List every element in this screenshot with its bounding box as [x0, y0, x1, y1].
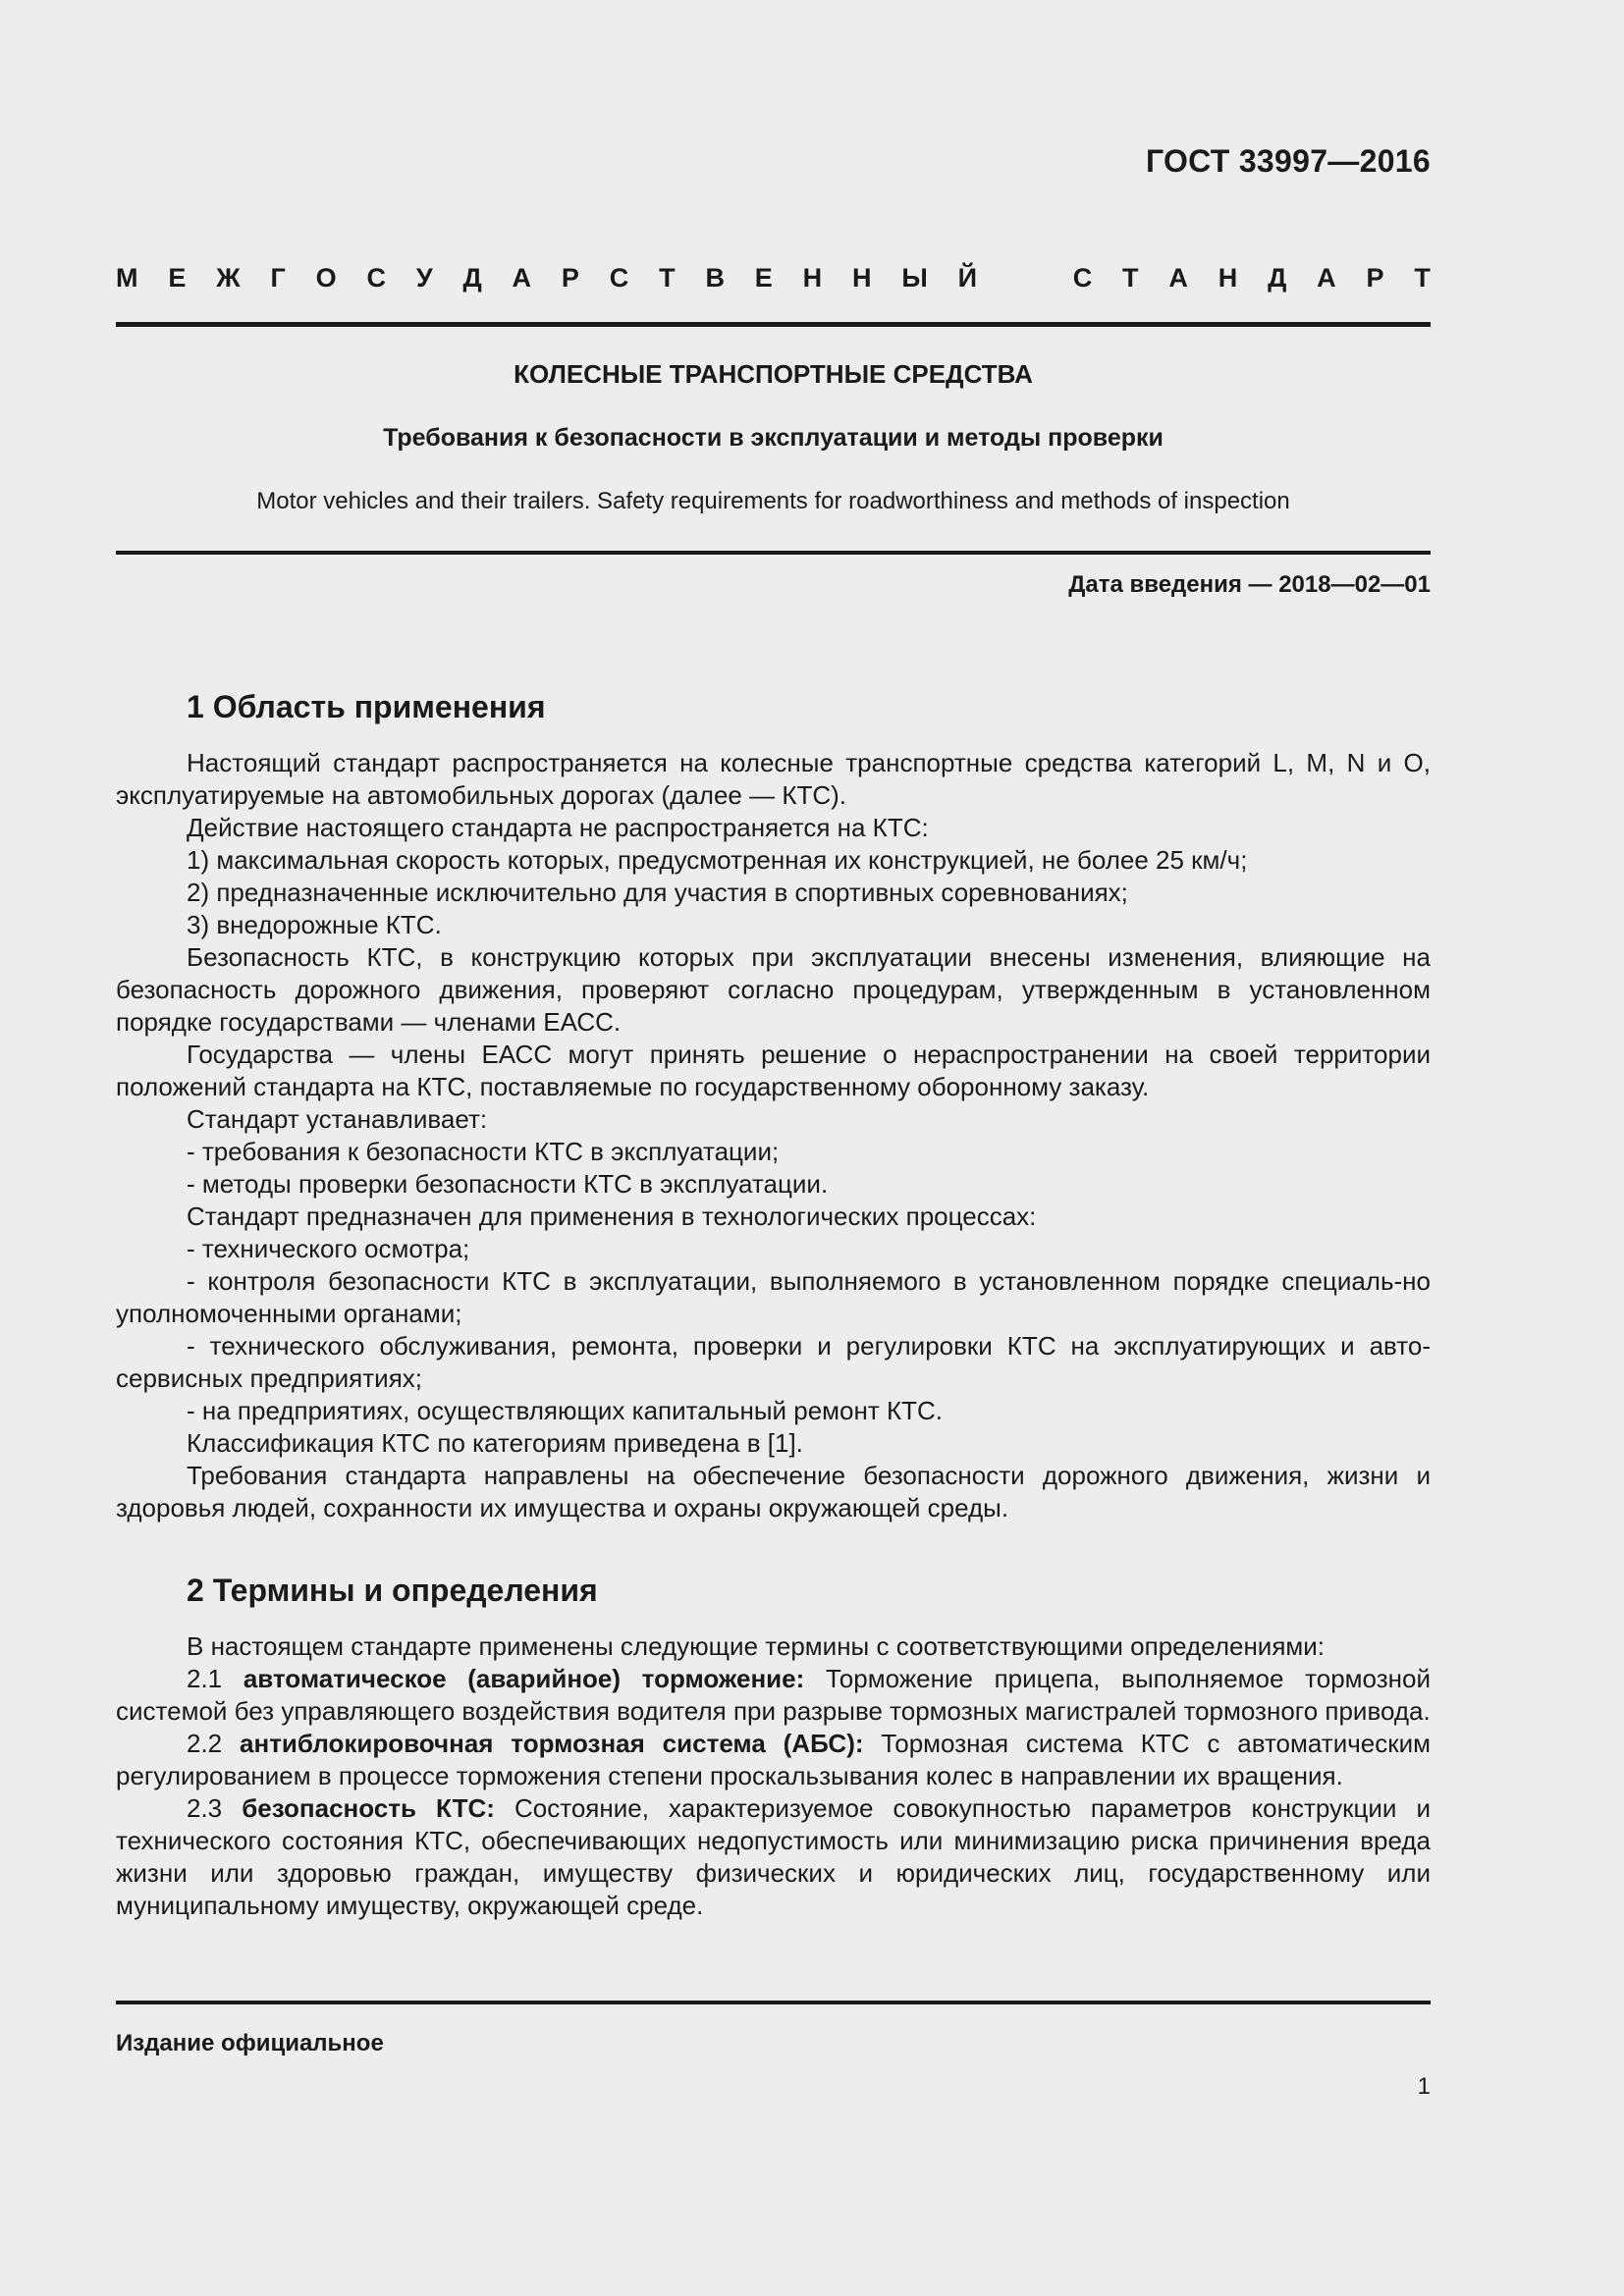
- section-1-paragraph: Безопасность КТС, в конструкцию которых при эксплуатации внесены изменения, влияющие на безопасность дорожного движения, проверяют согласно процедурам, утвержденным в установленном порядке государствами — членами ЕАСС.: [116, 942, 1431, 1037]
- section-1-paragraph: Стандарт устанавливает:: [187, 1104, 488, 1134]
- document-title: КОЛЕСНЫЕ ТРАНСПОРТНЫЕ СРЕДСТВА: [514, 359, 1033, 389]
- category-letter: Д: [1268, 263, 1287, 293]
- category-letter: С: [366, 263, 386, 293]
- category-letter: У: [415, 263, 433, 293]
- category-letter: Ы: [901, 263, 928, 293]
- term-definition: [116, 1792, 1431, 1922]
- term-definition: [116, 1663, 1431, 1728]
- section-1-paragraph: - на предприятиях, осуществляющих капитальный ремонт КТС.: [187, 1396, 944, 1425]
- category-letter: М: [116, 263, 138, 293]
- category-letter: В: [705, 263, 725, 293]
- section-2-body: [116, 1630, 1431, 1922]
- section-1-paragraph: - методы проверки безопасности КТС в эксплуатации.: [187, 1169, 829, 1199]
- term-text: Состояние, характеризуемое совокупностью параметров конструкции и технического состояния КТС, обеспечивающих недопустимость или минимизацию риска причинения вреда жизни или здоровью граждан, имуществу физических и юридических лиц, государственному или муниципальному имуществу, окружающей среде.: [116, 1793, 1431, 1920]
- category-letter: А: [1168, 263, 1188, 293]
- category-letter: Т: [659, 263, 676, 293]
- category-letter: Р: [1366, 263, 1384, 293]
- section-2-intro: В настоящем стандарте применены следующие термины с соответствующими определениями:: [187, 1631, 1326, 1661]
- term-name: антиблокировочная тормозная система (АБС):: [240, 1729, 864, 1758]
- section-1-paragraph: Действие настоящего стандарта не распространяется на КТС:: [187, 813, 929, 842]
- category-letter: О: [315, 263, 337, 293]
- category-letter: Н: [802, 263, 823, 293]
- title-divider: [116, 551, 1431, 555]
- category-letter: Ж: [216, 263, 241, 293]
- section-1-paragraph: - требования к безопасности КТС в эксплуатации;: [187, 1137, 780, 1166]
- section-1-paragraph: Настоящий стандарт распространяется на колесные транспортные средства категорий L, M, N и O, эксплуатируемые на автомобильных дорогах (далее — КТС).: [116, 748, 1431, 810]
- category-letter: Т: [1414, 263, 1431, 293]
- standard-category-line: [116, 263, 1431, 294]
- term-name: автоматическое (аварийное) торможение:: [243, 1664, 805, 1693]
- section-1-paragraph: - контроля безопасности КТС в эксплуатации, выполняемого в установленном порядке специаль-но уполномоченными органами;: [116, 1266, 1431, 1328]
- category-letter: Н: [1218, 263, 1238, 293]
- term-number: 2.2: [187, 1729, 223, 1758]
- category-letter: Е: [168, 263, 187, 293]
- page-number: 1: [1417, 2073, 1431, 2100]
- section-2-heading: 2 Термины и определения: [187, 1573, 598, 1608]
- term-text: Торможение прицепа, выполняемое тормозной системой без управляющего воздействия водителя при разрыве тормозных магистралей тормозного привода.: [116, 1664, 1431, 1726]
- category-letter: Е: [754, 263, 773, 293]
- section-1-paragraph: - технического обслуживания, ремонта, проверки и регулировки КТС на эксплуатирующих и авто-сервисных предприятиях;: [116, 1331, 1431, 1393]
- section-1-paragraph: 3) внедорожные КТС.: [187, 910, 442, 939]
- category-letter: Т: [1122, 263, 1139, 293]
- category-letter: Р: [561, 263, 579, 293]
- term-number: 2.3: [187, 1793, 223, 1823]
- header-divider: [116, 322, 1431, 327]
- category-letter: А: [512, 263, 532, 293]
- category-letter: А: [1317, 263, 1336, 293]
- section-1-paragraph: Требования стандарта направлены на обеспечение безопасности дорожного движения, жизни и здоровья людей, сохранности их имущества и охраны окружающей среды.: [116, 1461, 1431, 1522]
- document-number: ГОСТ 33997—2016: [1145, 143, 1431, 179]
- section-1-paragraph: 1) максимальная скорость которых, предусмотренная их конструкцией, не более 25 км/ч;: [187, 845, 1248, 875]
- footer-divider: [116, 2001, 1431, 2004]
- category-letter: Г: [270, 263, 286, 293]
- document-subtitle: Требования к безопасности в эксплуатации и методы проверки: [383, 424, 1164, 452]
- section-1-paragraph: Классификация КТС по категориям приведена в [1].: [187, 1428, 803, 1458]
- section-1-heading: 1 Область применения: [187, 689, 546, 724]
- terms-list: [116, 1663, 1431, 1922]
- category-letter: С: [1072, 263, 1093, 293]
- official-edition-label: Издание официальное: [116, 2030, 384, 2056]
- category-letter: Н: [851, 263, 872, 293]
- section-1-paragraph: Государства — члены ЕАСС могут принять решение о нераспространении на своей территории положений стандарта на КТС, поставляемые по государственному оборонному заказу.: [116, 1040, 1431, 1101]
- section-1-body: [116, 747, 1431, 1524]
- term-name: безопасность КТС:: [242, 1793, 495, 1823]
- category-letter: Д: [462, 263, 482, 293]
- category-letter: Й: [957, 263, 978, 293]
- introduction-date: Дата введения — 2018—02—01: [1068, 571, 1431, 598]
- section-1-paragraph: Стандарт предназначен для применения в технологических процессах:: [187, 1201, 1037, 1231]
- english-title: Motor vehicles and their trailers. Safety requirements for roadworthiness and methods of inspection: [256, 488, 1290, 514]
- category-word-gap: [1007, 263, 1043, 294]
- term-definition: [116, 1728, 1431, 1792]
- section-1-paragraph: - технического осмотра;: [187, 1234, 470, 1263]
- category-letter: С: [609, 263, 629, 293]
- term-text: Тормозная система КТС с автоматическим регулированием в процессе торможения степени проскальзывания колес в направлении их вращения.: [116, 1729, 1431, 1790]
- term-number: 2.1: [187, 1664, 223, 1693]
- section-1-paragraph: 2) предназначенные исключительно для участия в спортивных соревнованиях;: [187, 878, 1128, 907]
